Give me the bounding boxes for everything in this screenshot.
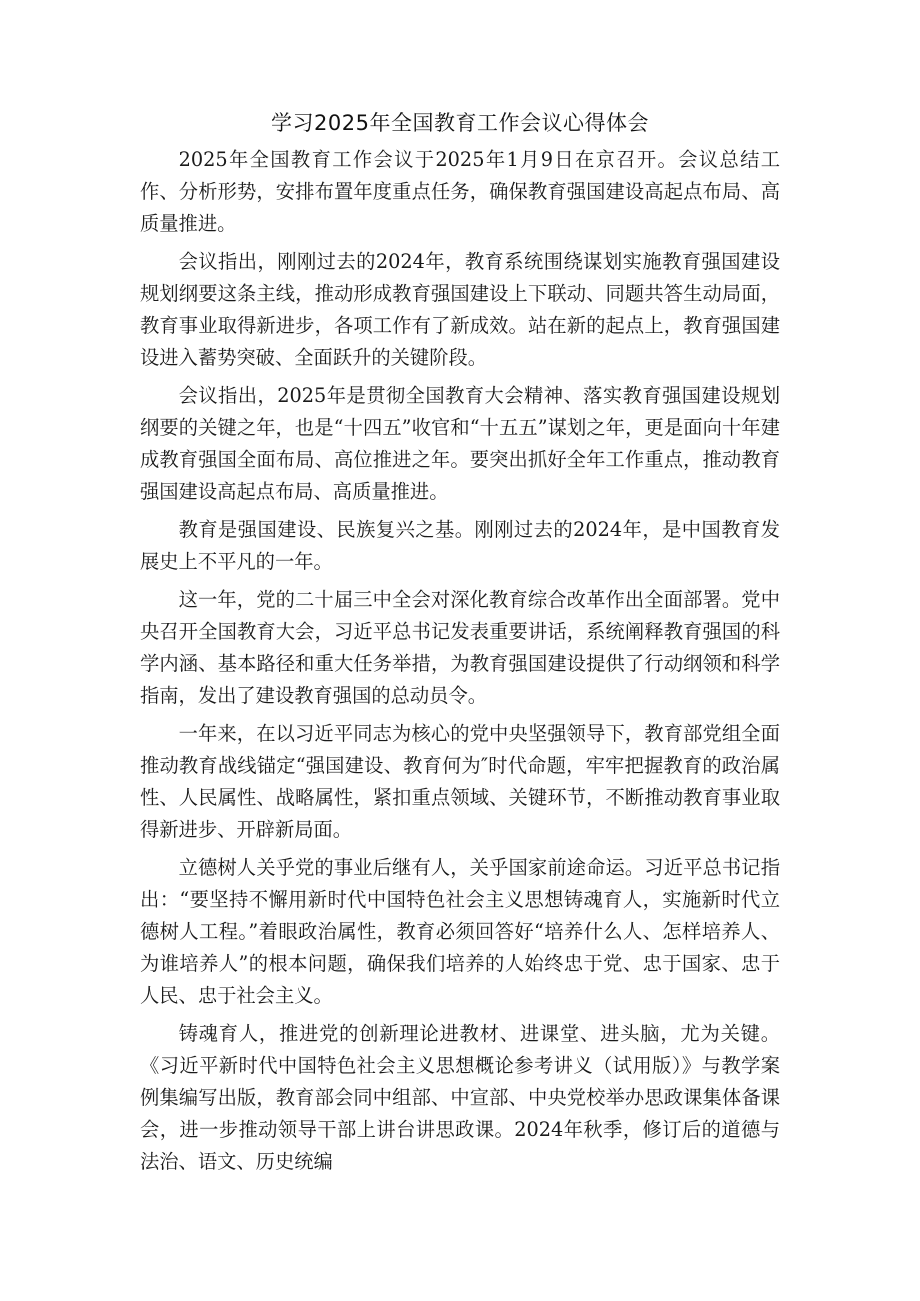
paragraph-4: 教育是强国建设、民族复兴之基。刚刚过去的2024年，是中国教育发展史上不平凡的一年。 — [140, 518, 780, 573]
paragraph-7: 立德树人关乎党的事业后继有人，关乎国家前途命运。习近平总书记指出：“要坚持不懈用新时代中国特色社会主义思想铸魂育人，实施新时代立德树人工程。”着眼政治属性，教育必须回答好“培养什么人、怎样培养人、为谁培养人”的根本问题，确保我们培养的人始终忠于党、忠于国家、忠于人民、忠于社会主义。 — [140, 856, 780, 1007]
paragraph-3: 会议指出，2025年是贯彻全国教育大会精神、落实教育强国建设规划纲要的关键之年，也是“十四五”收官和“十五五”谋划之年，更是面向十年建成教育强国全面布局、高位推进之年。要突出抓好全年工作重点，推动教育强国建设高起点布局、高质量推进。 — [140, 384, 780, 503]
paragraph-6: 一年来，在以习近平同志为核心的党中央坚强领导下，教育部党组全面推动教育战线锚定“强国建设、教育何为″时代命题，牢牢把握教育的政治属性、人民属性、战略属性，紧扣重点领域、关键环节，不断推动教育事业取得新进步、开辟新局面。 — [140, 722, 780, 841]
document-body — [140, 144, 780, 1184]
document-title: 学习2025年全国教育工作会议心得体会 — [271, 111, 649, 135]
paragraph-1: 2025年全国教育工作会议于2025年1月9日在京召开。会议总结工作、分析形势，安排布置年度重点任务，确保教育强国建设高起点布局、高质量推进。 — [140, 148, 780, 235]
paragraph-5: 这一年，党的二十届三中全会对深化教育综合改革作出全面部署。党中央召开全国教育大会，习近平总书记发表重要讲话，系统阐释教育强国的科学内涵、基本路径和重大任务举措，为教育强国建设提供了行动纲领和科学指南，发出了建设教育强国的总动员令。 — [140, 588, 780, 707]
paragraph-2: 会议指出，刚刚过去的2024年，教育系统围绕谋划实施教育强国建设规划纲要这条主线，推动形成教育强国建设上下联动、同题共答生动局面，教育事业取得新进步，各项工作有了新成效。站在新的起点上，教育强国建设进入蓄势突破、全面跃升的关键阶段。 — [140, 250, 780, 369]
paragraph-8: 铸魂育人，推进党的创新理论进教材、进课堂、进头脑，尤为关键。《习近平新时代中国特色社会主义思想概论参考讲义（试用版）》与教学案例集编写出版，教育部会同中组部、中宣部、中央党校举办思政课集体备课会，进一步推动领导干部上讲台讲思政课。2024年秋季，修订后的道德与法治、语文、历史统编 — [140, 1022, 780, 1173]
